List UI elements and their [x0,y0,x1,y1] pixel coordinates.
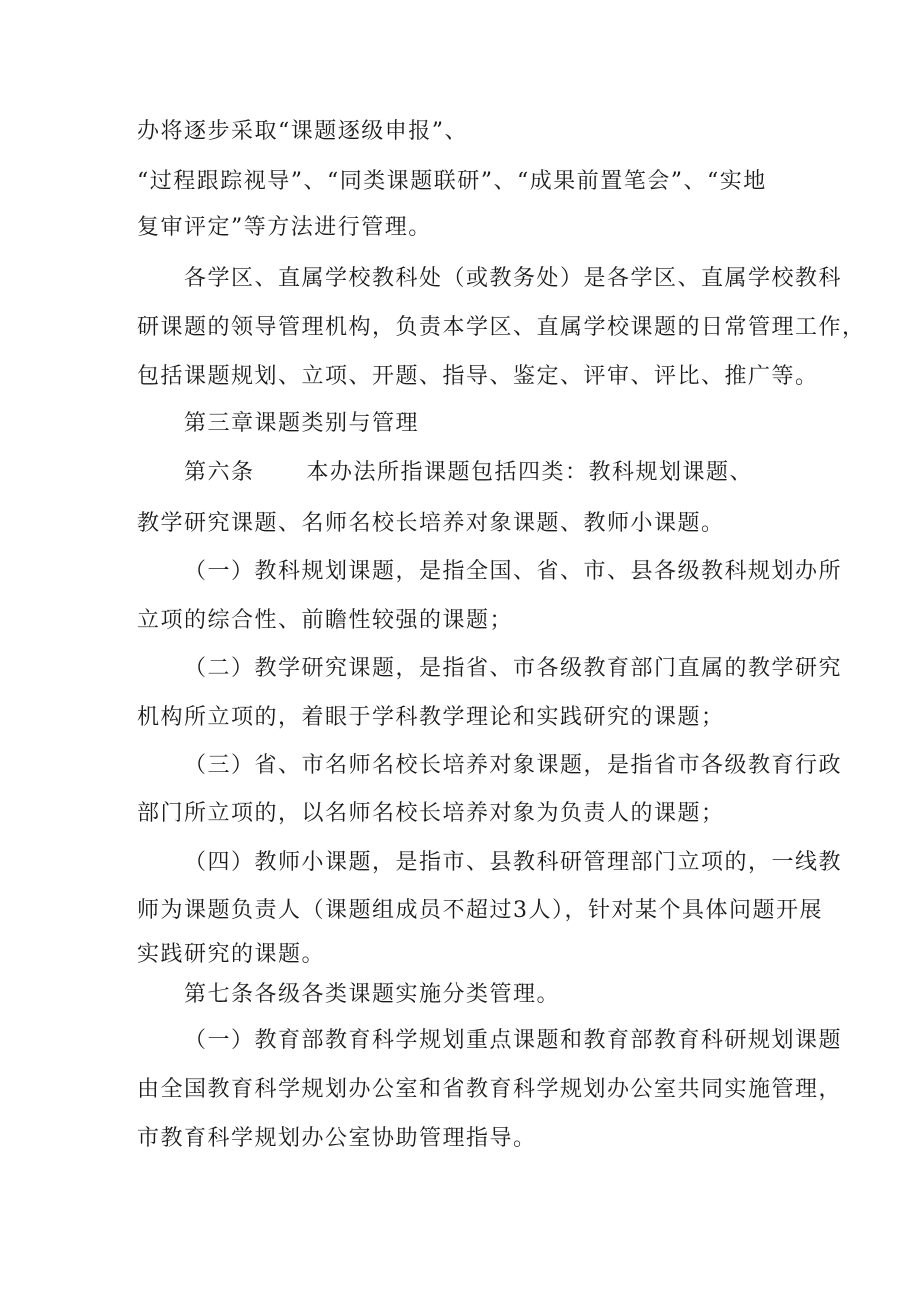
text-line: （四）教师小课题，是指市、县教科研管理部门立项的，一线教 [184,850,843,875]
article-text: 本办法所指课题包括四类：教科规划课题、 [306,460,754,485]
article-number: 第六条 [184,460,255,485]
text-line: 部门所立项的，以名师名校长培养对象为负责人的课题； [137,801,725,826]
text-line: 由全国教育科学规划办公室和省教育科学规划办公室共同实施管理， [137,1077,843,1102]
text-line: （二）教学研究课题，是指省、市各级教育部门直属的教学研究 [184,656,843,681]
text-line: （一）教科规划课题，是指全国、省、市、县各级教科规划办所 [184,559,843,584]
text-line: （一）教育部教育科学规划重点课题和教育部教育科研规划课题 [184,1028,843,1053]
text-line: 研课题的领导管理机构，负责本学区、直属学校课题的日常管理工作， [137,315,866,340]
chapter-heading: 第三章课题类别与管理 [184,411,420,436]
text-line: 实践研究的课题。 [137,942,326,967]
text-line: 各学区、直属学校教科处（或教务处）是各学区、直属学校教科 [184,266,843,291]
text-line: 复审评定”等方法进行管理。 [137,215,432,240]
text-line: “过程跟踪视导”、“同类课题联研”、“成果前置笔会”、“实地 [137,169,767,194]
text-line: 立项的综合性、前瞻性较强的课题； [137,608,514,633]
text-line: 办将逐步采取“课题逐级申报”、 [137,119,468,144]
article-line [184,458,753,488]
text-line: （三）省、市名师名校长培养对象课题，是指省市各级教育行政 [184,753,843,778]
text-line: 市教育科学规划办公室协助管理指导。 [137,1126,537,1151]
text-line: 包括课题规划、立项、开题、指导、鉴定、评审、评比、推广等。 [137,364,819,389]
text-line: 机构所立项的，着眼于学科教学理论和实践研究的课题； [137,705,725,730]
article-line: 第七条各级各类课题实施分类管理。 [184,982,561,1007]
text-line: 师为课题负责人（课题组成员不超过3人），针对某个具体问题开展 [137,898,823,923]
text-line: 教学研究课题、名师名校长培养对象课题、教师小课题。 [137,511,725,536]
